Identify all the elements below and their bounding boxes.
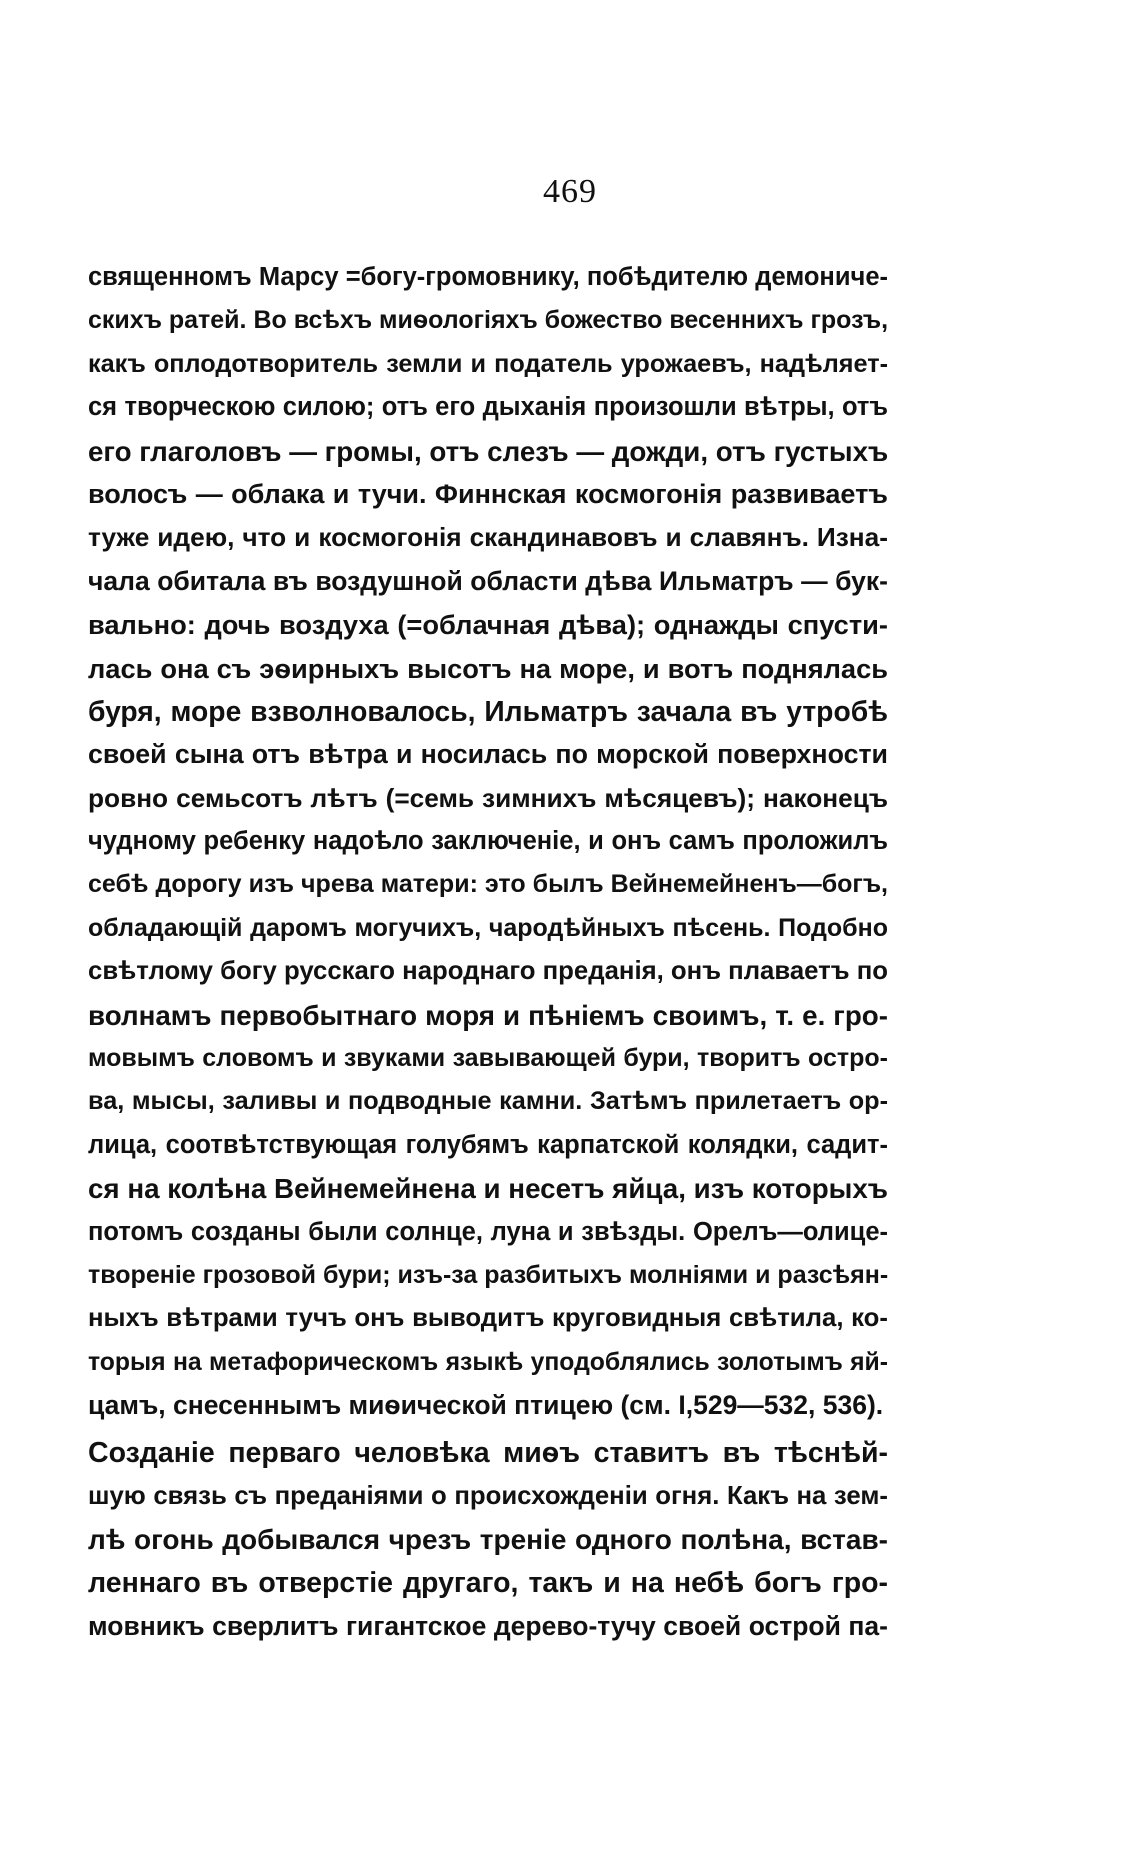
text-line: своей сына отъ вѣтра и носилась по морской поверхности xyxy=(88,739,888,770)
body-text xyxy=(88,256,888,1649)
text-line: шую связь съ преданіями о происхожденіи огня. Какъ на зем- xyxy=(88,1481,888,1510)
text-line: потомъ созданы были солнце, луна и звѣзды. Орелъ—олице- xyxy=(88,1217,888,1246)
text-line: какъ оплодотворитель земли и податель урожаевъ, надѣляет- xyxy=(88,349,888,378)
text-line: ся творческою силою; отъ его дыханія произошли вѣтры, отъ xyxy=(88,393,888,422)
text-line: лѣ огонь добывался чрезъ треніе одного полѣна, встав- xyxy=(88,1524,888,1556)
text-line: ва, мысы, заливы и подводные камни. Затѣмъ прилетаетъ ор- xyxy=(88,1087,888,1116)
text-line: Созданіе перваго человѣка миѳъ ставитъ въ тѣснѣй- xyxy=(88,1436,888,1469)
text-line: торыя на метафорическомъ языкѣ уподоблялись золотымъ яй- xyxy=(88,1348,888,1376)
paragraph-1 xyxy=(88,256,888,1428)
text-line: вально: дочь воздуха (=облачная дѣва); однажды спусти- xyxy=(88,609,888,641)
text-line: мовникъ сверлитъ гигантское дерево-тучу своей острой па- xyxy=(88,1611,888,1642)
text-line: туже идею, что и космогонія скандинавовъ и славянъ. Изна- xyxy=(88,522,888,553)
text-line: буря, море взволновалось, Ильматръ зачала въ утробѣ xyxy=(88,694,888,727)
text-line: волосъ — облака и тучи. Финнская космогонія развиваетъ xyxy=(88,478,888,509)
text-line: мовымъ словомъ и звуками завывающей бури, творитъ остро- xyxy=(88,1044,888,1073)
text-line: священномъ Марсу =богу-громовнику, побѣдителю демониче- xyxy=(88,263,888,291)
text-line: цамъ, снесеннымъ миѳической птицею (см. I,529—532, 536). xyxy=(88,1390,884,1421)
text-line: ся на колѣна Вейнемейнена и несетъ яйца, изъ которыхъ xyxy=(88,1173,888,1205)
text-line: лица, соотвѣтствующая голубямъ карпатской колядки, садит- xyxy=(88,1130,888,1159)
text-line: леннаго въ отверстіе другаго, такъ и на небѣ богъ гро- xyxy=(88,1566,888,1599)
text-line: твореніе грозовой бури; изъ-за разбитыхъ молніями и разсѣян- xyxy=(88,1260,888,1289)
text-line: свѣтлому богу русскаго народнаго преданія, онъ плаваетъ по xyxy=(88,957,888,986)
text-line: себѣ дорогу изъ чрева матери: это былъ Вейнемейненъ—богъ, xyxy=(88,870,888,899)
text-line: его глаголовъ — громы, отъ слезъ — дожди, отъ густыхъ xyxy=(88,435,888,467)
paragraph-2 xyxy=(88,1432,888,1649)
text-line: чудному ребенку надоѣло заключеніе, и онъ самъ проложилъ xyxy=(88,827,888,856)
text-line: чала обитала въ воздушной области дѣва Ильматръ — бук- xyxy=(88,565,888,596)
page-number: 469 xyxy=(543,173,597,210)
text-line: ныхъ вѣтрами тучъ онъ выводитъ круговидныя свѣтила, ко- xyxy=(88,1304,888,1333)
text-line: скихъ ратей. Во всѣхъ миѳологіяхъ божество весеннихъ грозъ, xyxy=(88,306,888,335)
text-line: волнамъ первобытнаго моря и пѣніемъ своимъ, т. е. гро- xyxy=(88,999,888,1031)
text-line: ровно семьсотъ лѣтъ (=семь зимнихъ мѣсяцевъ); наконецъ xyxy=(88,782,888,813)
text-line: обладающій даромъ могучихъ, чародѣйныхъ пѣсень. Подобно xyxy=(88,913,888,942)
text-line: лась она съ эѳирныхъ высотъ на море, и вотъ поднялась xyxy=(88,652,888,684)
